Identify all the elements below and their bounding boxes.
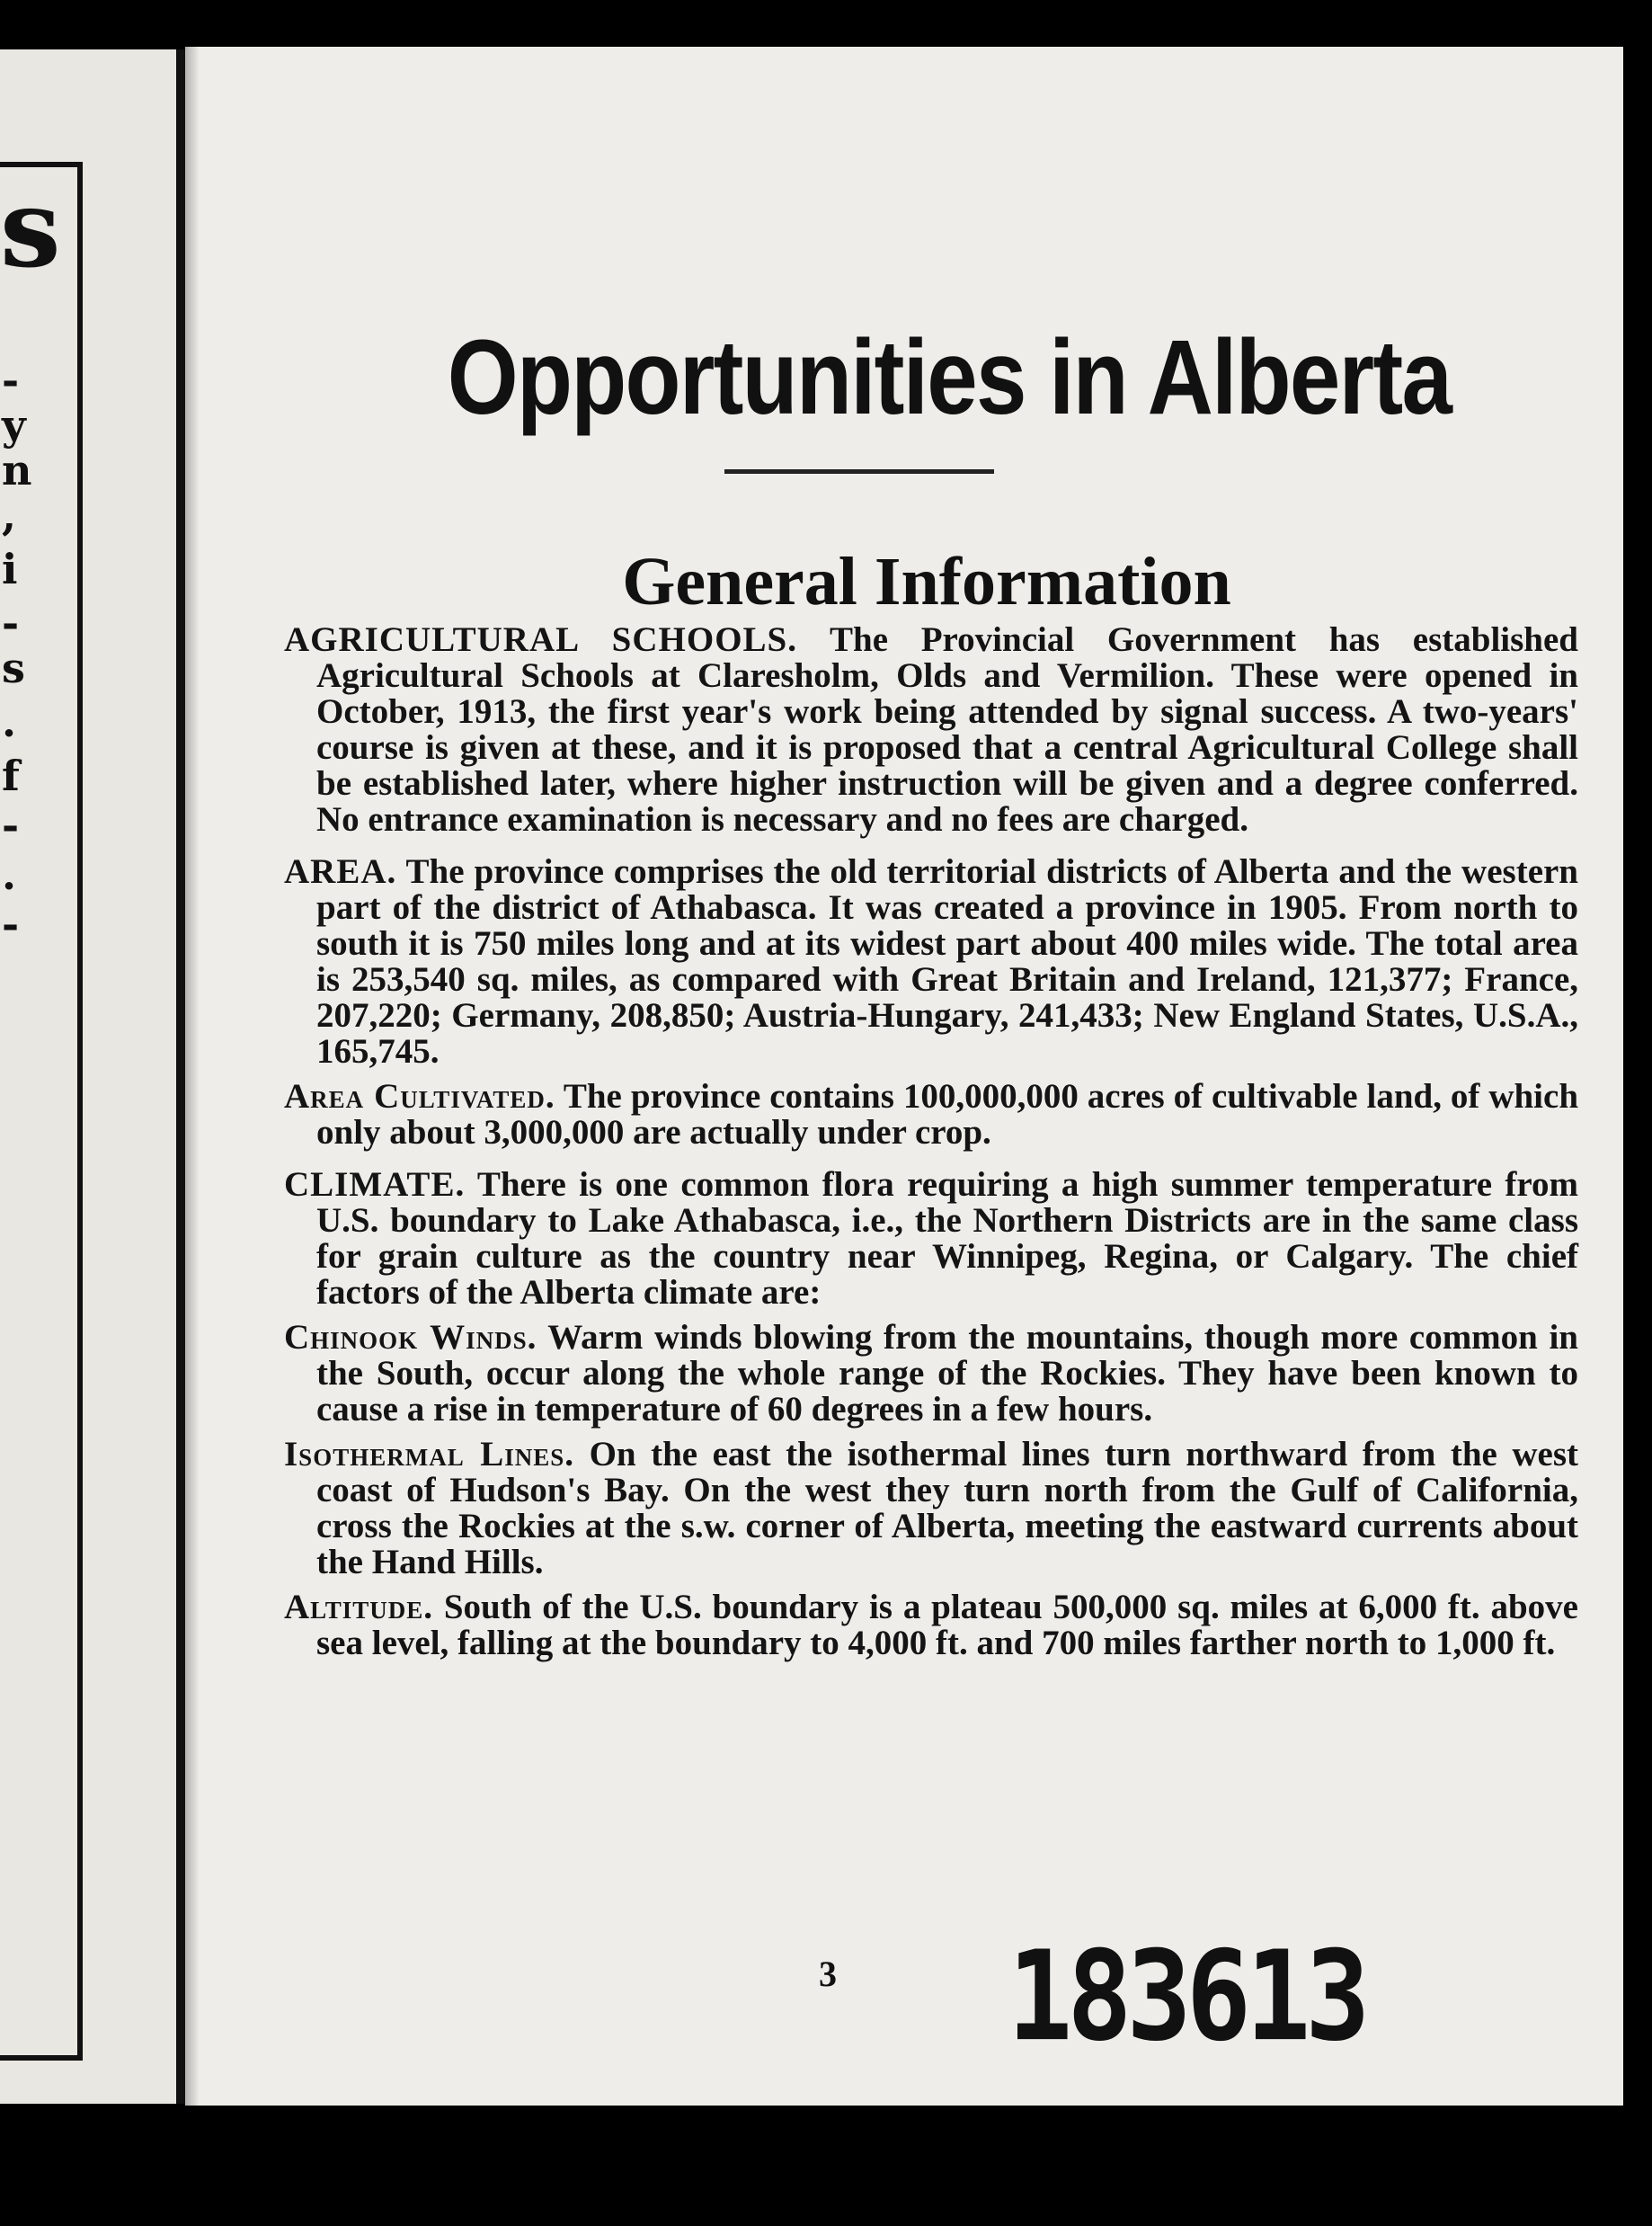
left-fragment-0: s [0,165,61,292]
left-fragment-4: , [2,491,17,539]
left-fragment-2: y [2,401,26,450]
text-area-cultivated: The province contains 100,000,000 acres of cultivable land, of which only about 3,000,000 are actually under crop. [316,1077,1579,1152]
accession-stamp-number: 183613 [1008,1925,1365,2070]
page-title: Opportunities in Alberta [447,318,1452,437]
text-agricultural-schools: The Provincial Government has established Agricultural Schools at Claresholm, Olds and Vermilion. These were opened in October, 1913, the first year's work being attended by signal success. A two-years' course is given at these, and it is proposed that a central Agricultural College shall be established later, where higher instruction will be given and a degree conferred. No entrance examination is necessary and no fees are charged. [316,620,1578,839]
paragraph-altitude [284,1589,1578,1661]
heading-altitude: Altitude. [284,1588,433,1626]
paragraph-area-cultivated [284,1079,1578,1151]
left-fragment-1: - [2,356,20,405]
left-fragment-5: i [2,545,18,593]
heading-chinook-winds: Chinook Winds. [284,1318,537,1357]
heading-isothermal-lines: Isothermal Lines. [284,1435,575,1474]
paragraph-area [284,854,1578,1070]
page-gutter [176,49,185,2104]
title-rule [724,469,994,474]
left-fragment-11: . [2,850,17,899]
text-isothermal-lines: On the east the isothermal lines turn northward from the west coast of Hudson's Bay. On the west they turn north from the Gulf of California, cross the Rockies at the s.w. corner of Alberta, meeting the eastward currents about the Hand Hills. [316,1435,1579,1581]
main-page [185,47,1623,2106]
heading-climate: CLIMATE. [284,1165,466,1204]
paragraph-isothermal-lines [284,1437,1578,1580]
body-text [284,622,1578,1670]
heading-area-cultivated: Area Cultivated. [284,1077,555,1116]
text-chinook-winds: Warm winds blowing from the mountains, though more common in the South, occur along the whole range of the Rockies. They have been known to cause a rise in temperature of 60 degrees in a few hours. [316,1318,1578,1429]
left-fragment-12: - [2,900,20,948]
text-altitude: South of the U.S. boundary is a plateau 500,000 sq. miles at 6,000 ft. above sea level, falling at the boundary to 4,000 ft. and 700 miles farther north to 1,000 ft. [316,1588,1578,1662]
left-fragment-9: f [2,752,20,800]
page-number: 3 [819,1954,837,1994]
text-area: The province comprises the old territorial districts of Alberta and the western part of the district of Athabasca. It was created a province in 1905. From north to south it is 750 miles long and at its widest part about 400 miles wide. The total area is 253,540 sq. miles, as compared with Great Britain and Ireland, 121,377; France, 207,220; Germany, 208,850; Austria-Hungary, 241,433; New England States, U.S.A., 165,745. [316,852,1578,1071]
heading-area: AREA. [284,852,397,891]
section-subtitle: General Information [622,544,1231,619]
left-fragment-3: n [2,446,32,494]
paragraph-chinook-winds [284,1320,1578,1428]
left-fragment-8: . [2,698,17,746]
page-edge-shadow [185,47,200,2106]
left-page-fragment [0,49,176,2104]
left-fragment-7: s [2,644,25,692]
left-fragment-6: - [2,599,20,647]
text-climate: There is one common flora requiring a high summer temperature from U.S. boundary to Lake Athabasca, i.e., the Northern Districts are in the same class for grain culture as the country near Winnipeg, Regina, or Calgary. The chief factors of the Alberta climate are: [316,1165,1578,1312]
paragraph-climate [284,1167,1578,1311]
left-fragment-10: - [2,801,20,850]
paragraph-agricultural-schools [284,622,1578,838]
heading-agricultural-schools: AGRICULTURAL SCHOOLS. [284,620,797,659]
